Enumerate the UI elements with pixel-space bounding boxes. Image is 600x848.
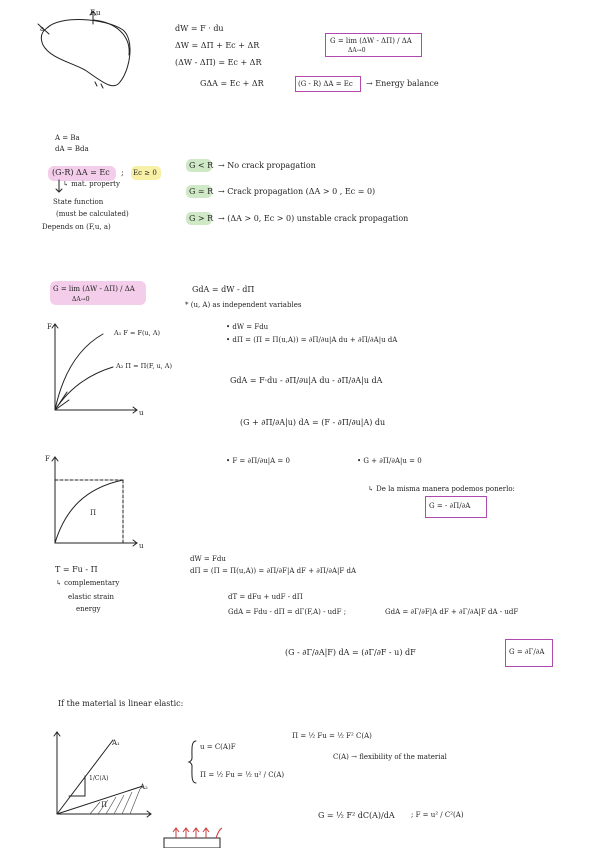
graph2-area-label: Π [90, 509, 97, 517]
comp-dw: dW = Fdu [190, 555, 226, 563]
bullet-dw: • dW = Fdu [226, 323, 269, 331]
f-final: ; F = u² / C²(A) [411, 811, 464, 819]
bullet-dpi: • dΠ = (Π = Π(u,A)) = ∂Π/∂u|A du + ∂Π/∂A|u dA [226, 336, 398, 344]
gda-expanded: GdA = F·du - ∂Π/∂u|A du - ∂Π/∂A|u dA [230, 376, 383, 385]
linear-graph-a2: A₂ [140, 783, 148, 791]
comp-gda-expanded: GdA = ∂Γ/∂F|A dF + ∂Γ/∂A|F dA - udF [385, 608, 519, 616]
gda-grouped: (G + ∂Π/∂A|u) dA = (F - ∂Π/∂u|A) du [240, 418, 386, 427]
system-brace [188, 740, 198, 784]
semicolon: ; [121, 168, 124, 177]
g-gt-r: G > R [189, 214, 214, 223]
ec-condition: Ec ≥ 0 [133, 169, 157, 177]
g-eq-r-text: → Crack propagation (ΔA > 0 , Ec = 0) [218, 187, 376, 196]
g-lt-r-text: → No crack propagation [218, 161, 316, 170]
graph2-axis-f: F [45, 455, 50, 463]
independent-variables: * (u, A) as independent variables [185, 301, 302, 309]
graph1-axis-u: u [139, 409, 144, 417]
elastic-strain-label: elastic strain [68, 593, 115, 601]
g-result-1: G = - ∂Π/∂A [429, 502, 471, 510]
linear-elastic-intro: If the material is linear elastic: [58, 699, 184, 708]
t-definition: T = Fu - Π [55, 565, 98, 574]
area-eq: A = Ba [55, 134, 80, 142]
linear-graph-a1: A₁ [112, 739, 120, 747]
spanish-note: ↳ De la misma manera podemos ponerlo: [368, 485, 515, 493]
system-eq-1: u = C(A)F [200, 743, 236, 751]
mat-property: ↳ mat. property [63, 180, 120, 188]
pi-linear: Π = ½ Fu = ½ F² C(A) [292, 732, 372, 740]
depends-on: Depends on (F,u, a) [42, 223, 111, 231]
g-result-2: G = ∂Γ/∂A [509, 648, 545, 656]
graph2-axis-u: u [139, 542, 144, 550]
energy-label: energy [76, 605, 101, 613]
crack-label: a [40, 25, 45, 33]
darea-eq: dA = Bda [55, 145, 89, 153]
bullet-f: • F = ∂Π/∂u|A = 0 [226, 457, 290, 465]
g-definition-limit: ΔA→0 [348, 47, 366, 54]
g-definition: G = lim (ΔW - ΔΠ) / ΔA [330, 37, 412, 45]
comp-gda-grouped: (G - ∂Γ/∂A|F) dA = (∂Γ/∂F - u) dF [285, 648, 416, 657]
curve-a2-label: A₂ Π = Π(F, u, A) [116, 362, 172, 370]
energy-balance-eq: (G - R) ΔA = Ec [298, 80, 353, 88]
g-limit-sub: ΔA→0 [72, 296, 90, 303]
specimen-sketch [160, 826, 230, 848]
g-final: G = ½ F² dC(A)/dA [318, 811, 395, 820]
linear-graph-area: Π [101, 801, 108, 809]
eq-delta-w: ΔW = ΔΠ + Ec + ΔR [175, 41, 260, 50]
comp-dt: dT = dFu + udF - dΠ [228, 593, 303, 601]
eq-gda: GΔA = Ec + ΔR [200, 79, 264, 88]
load-label: F,u [90, 9, 101, 17]
gda-eq: GdA = dW - dΠ [192, 285, 255, 294]
g-limit: G = lim (ΔW - ΔΠ) / ΔA [53, 285, 135, 293]
bullet-g: • G + ∂Π/∂A|u = 0 [357, 457, 422, 465]
energy-balance-highlighted: (G-R) ΔA = Ec [52, 168, 110, 177]
graph1-axis-f: F [47, 323, 52, 331]
g-lt-r: G < R [189, 161, 214, 170]
load-displacement-graph-2 [45, 455, 145, 550]
flexibility-note: C(A) → flexibility of the material [333, 753, 447, 761]
complementary-label: ↳ complementary [56, 579, 120, 587]
curve-a1-label: A₁ F = F(u, A) [114, 329, 161, 337]
energy-balance-label: → Energy balance [366, 79, 439, 88]
state-function-arrow [56, 180, 66, 194]
system-eq-2: Π = ½ Fu = ½ u² / C(A) [200, 771, 285, 779]
g-gt-r-text: → (ΔA > 0, Ec > 0) unstable crack propagation [218, 214, 409, 223]
g-eq-r: G = R [189, 187, 214, 196]
comp-dpi: dΠ = (Π = Π(u,A)) = ∂Π/∂F|A dF + ∂Π/∂A|F dA [190, 567, 357, 575]
must-be-calculated: (must be calculated) [56, 210, 129, 218]
linear-graph-slope: 1/C(A) [89, 775, 109, 782]
eq-delta-w-minus-pi: (ΔW - ΔΠ) = Ec + ΔR [175, 58, 262, 67]
eq-dw: dW = F · du [175, 24, 224, 33]
comp-gda: GdA = Fdu - dΠ = dΓ(F,A) - udF ; [228, 608, 347, 616]
state-function: State function [53, 198, 104, 206]
body-sketch [35, 10, 135, 90]
